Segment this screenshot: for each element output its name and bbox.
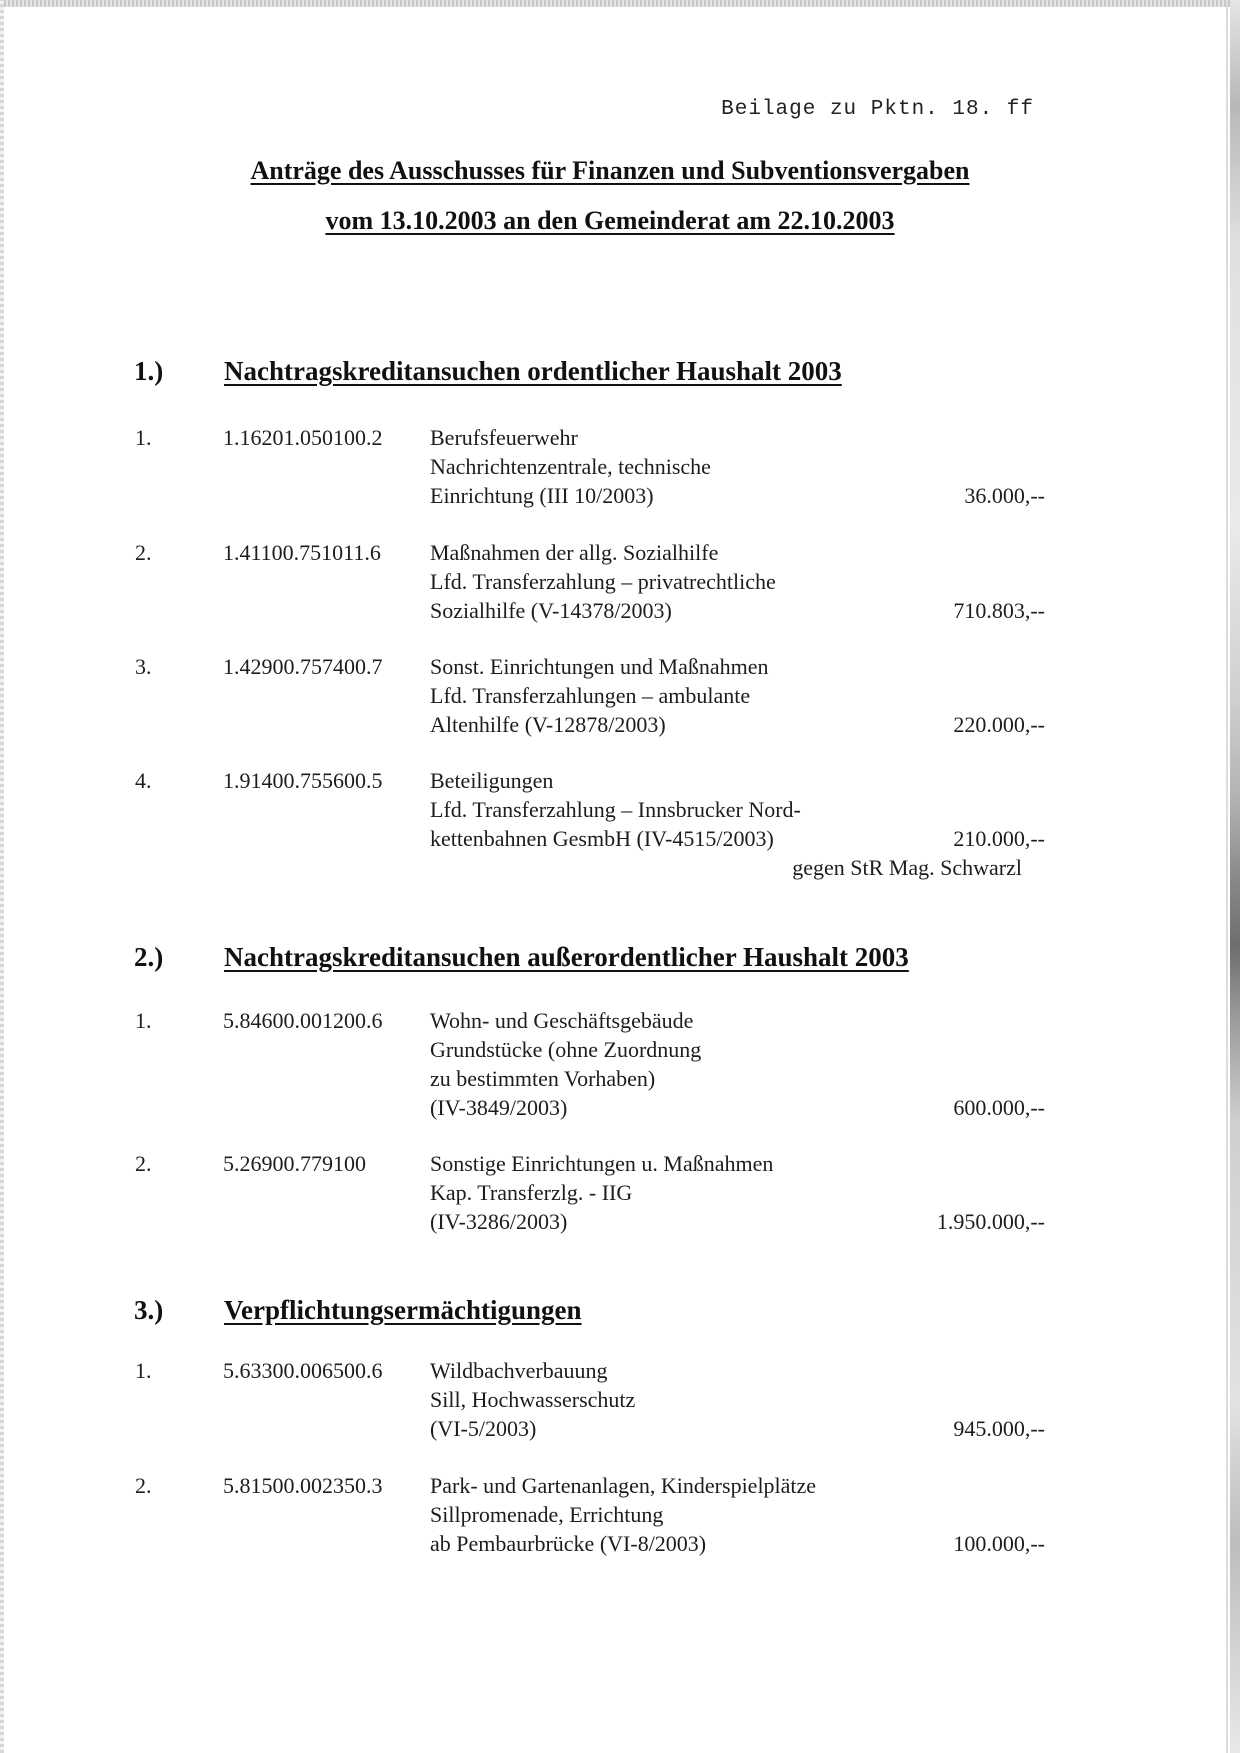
- entry-amount: 36.000,--: [964, 483, 1045, 508]
- entry-description-line: Einrichtung (III 10/2003): [430, 483, 654, 508]
- entry-account-number: 5.84600.001200.6: [223, 1008, 383, 1033]
- entry-description-line: (IV-3849/2003): [430, 1095, 568, 1120]
- entry-account-number: 1.42900.757400.7: [223, 654, 383, 679]
- entry-account-number: 1.16201.050100.2: [223, 425, 383, 450]
- entry-description-line: Sozialhilfe (V-14378/2003): [430, 598, 672, 623]
- entry-account-number: 5.26900.779100: [223, 1151, 366, 1176]
- section-title: Nachtragskreditansuchen ordentlicher Haushalt 2003: [224, 356, 842, 386]
- entry-index: 3.: [135, 654, 152, 679]
- entry-amount: 220.000,--: [953, 712, 1045, 737]
- section-number: 2.): [134, 942, 164, 972]
- section-title: Verpflichtungsermächtigungen: [224, 1295, 582, 1325]
- entry-amount: 600.000,--: [953, 1095, 1045, 1120]
- section-number: 1.): [134, 356, 164, 386]
- entry-index: 1.: [135, 425, 152, 450]
- document-title-line-1: Anträge des Ausschusses für Finanzen und Subventionsvergaben: [250, 156, 970, 185]
- entry-description: [430, 423, 711, 510]
- entry-index: 2.: [135, 540, 152, 565]
- attachment-note: Beilage zu Pktn. 18. ff: [721, 98, 1034, 121]
- section-title: Nachtragskreditansuchen außerordentlicher Haushalt 2003: [224, 942, 909, 972]
- entry-description-line: Kap. Transferzlg. - IIG: [430, 1180, 633, 1205]
- entry-vote-note: gegen StR Mag. Schwarzl: [792, 855, 1022, 880]
- entry-description-line: Altenhilfe (V-12878/2003): [430, 712, 666, 737]
- entry-description: [430, 652, 769, 739]
- entry-account-number: 5.63300.006500.6: [223, 1358, 383, 1383]
- entry-description-line: Sonstige Einrichtungen u. Maßnahmen: [430, 1151, 774, 1176]
- entry-description-line: zu bestimmten Vorhaben): [430, 1066, 656, 1091]
- entry-index: 2.: [135, 1473, 152, 1498]
- entry-description-line: Lfd. Transferzahlung – privatrechtliche: [430, 569, 776, 594]
- entry-description-line: Berufsfeuerwehr: [430, 425, 578, 450]
- document-title-line-2: vom 13.10.2003 an den Gemeinderat am 22.10.2003: [325, 206, 895, 235]
- entry-description: [430, 1471, 816, 1558]
- entry-amount: 710.803,--: [953, 598, 1045, 623]
- entry-description-line: kettenbahnen GesmbH (IV-4515/2003): [430, 826, 774, 851]
- entry-description-line: Beteiligungen: [430, 768, 554, 793]
- scan-edge-right-line: [1226, 0, 1228, 1753]
- scan-edge-right: [1230, 0, 1240, 1753]
- entry-description-line: Sonst. Einrichtungen und Maßnahmen: [430, 654, 769, 679]
- entry-account-number: 1.41100.751011.6: [223, 540, 381, 565]
- entry-description: [430, 1149, 773, 1236]
- entry-description-line: Wildbachverbauung: [430, 1358, 608, 1383]
- entry-description: [430, 1356, 635, 1443]
- entry-index: 1.: [135, 1358, 152, 1383]
- section-number: 3.): [134, 1295, 164, 1325]
- scan-edge-left: [0, 0, 4, 1753]
- entry-index: 4.: [135, 768, 152, 793]
- entry-description: [430, 1006, 701, 1122]
- scan-edge-top: [0, 0, 1240, 7]
- entry-description-line: (VI-5/2003): [430, 1416, 537, 1441]
- entry-amount: 210.000,--: [953, 826, 1045, 851]
- entry-description-line: Wohn- und Geschäftsgebäude: [430, 1008, 694, 1033]
- entry-description-line: Sillpromenade, Errichtung: [430, 1502, 664, 1527]
- entry-description: [430, 766, 801, 853]
- entry-amount: 945.000,--: [953, 1416, 1045, 1441]
- entry-description-line: Park- und Gartenanlagen, Kinderspielplätze: [430, 1473, 817, 1498]
- entry-amount: 100.000,--: [953, 1531, 1045, 1556]
- entry-description-line: ab Pembaurbrücke (VI-8/2003): [430, 1531, 707, 1556]
- entry-description-line: Lfd. Transferzahlung – Innsbrucker Nord-: [430, 797, 801, 822]
- entry-index: 2.: [135, 1151, 152, 1176]
- entry-description: [430, 538, 776, 625]
- entry-description-line: Nachrichtenzentrale, technische: [430, 454, 711, 479]
- entry-index: 1.: [135, 1008, 152, 1033]
- entry-description-line: Maßnahmen der allg. Sozialhilfe: [430, 540, 719, 565]
- entry-account-number: 5.81500.002350.3: [223, 1473, 383, 1498]
- entry-description-line: (IV-3286/2003): [430, 1209, 568, 1234]
- entry-account-number: 1.91400.755600.5: [223, 768, 383, 793]
- entry-description-line: Sill, Hochwasserschutz: [430, 1387, 636, 1412]
- entry-description-line: Grundstücke (ohne Zuordnung: [430, 1037, 702, 1062]
- entry-description-line: Lfd. Transferzahlungen – ambulante: [430, 683, 751, 708]
- entry-amount: 1.950.000,--: [936, 1209, 1045, 1234]
